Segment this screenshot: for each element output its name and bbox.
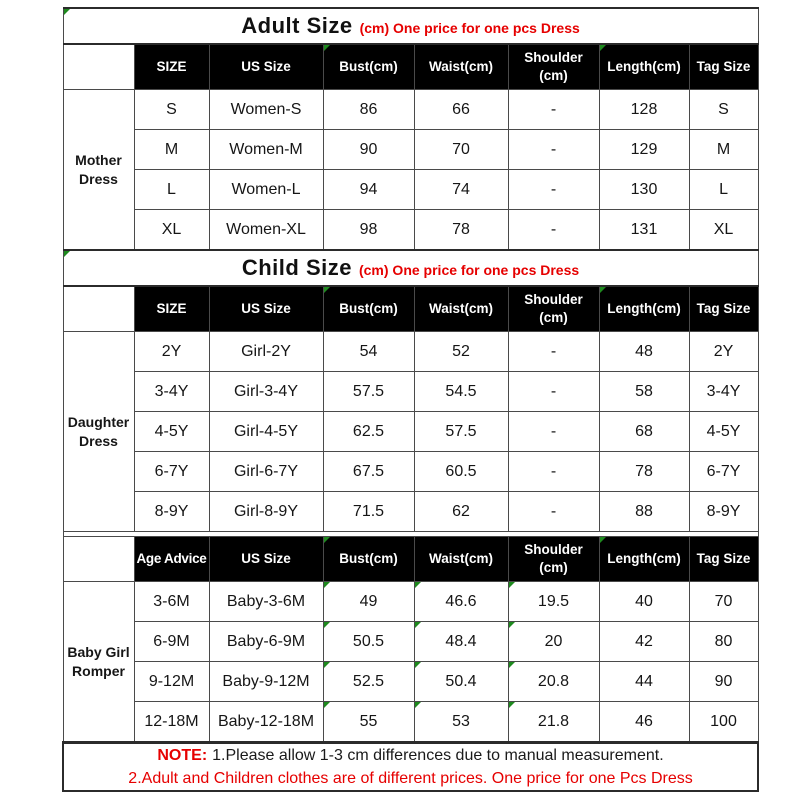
cell: 21.8 — [508, 702, 599, 743]
cell: Girl-3-4Y — [209, 372, 323, 412]
cell: 71.5 — [323, 492, 414, 532]
cell: - — [508, 210, 599, 251]
cell: - — [508, 372, 599, 412]
cell: - — [508, 90, 599, 130]
cell: Baby-3-6M — [209, 582, 323, 622]
cell: - — [508, 492, 599, 532]
cell: S — [689, 90, 758, 130]
cell: Baby-6-9M — [209, 622, 323, 662]
table-row — [63, 702, 758, 743]
cell: 3-4Y — [689, 372, 758, 412]
baby-header-row — [63, 537, 758, 582]
adult-col-header-size: SIZE — [134, 44, 209, 90]
adult-col-header-waist: Waist(cm) — [414, 44, 508, 90]
cell: 62 — [414, 492, 508, 532]
cell: 50.4 — [414, 662, 508, 702]
cell: 90 — [323, 130, 414, 170]
table-row — [63, 372, 758, 412]
adult-col-header-shoulder: Shoulder (cm) — [508, 44, 599, 90]
cell: 52.5 — [323, 662, 414, 702]
cell: 70 — [689, 582, 758, 622]
cell: 86 — [323, 90, 414, 130]
cell: 131 — [599, 210, 689, 251]
cell: 90 — [689, 662, 758, 702]
adult-header-row — [63, 44, 758, 90]
cell: 53 — [414, 702, 508, 743]
cell: 54 — [323, 332, 414, 372]
cell: Girl-8-9Y — [209, 492, 323, 532]
baby-col-header-age-advice: Age Advice — [134, 537, 209, 582]
note-line-1-text: 1.Please allow 1-3 cm differences due to manual measurement. — [212, 747, 664, 764]
cell: 2Y — [134, 332, 209, 372]
cell: M — [134, 130, 209, 170]
child-col-header-us-size: US Size — [209, 286, 323, 332]
size-chart-table — [62, 7, 759, 792]
cell: 62.5 — [323, 412, 414, 452]
adult-title-row — [63, 8, 758, 44]
cell: 3-6M — [134, 582, 209, 622]
cell: 50.5 — [323, 622, 414, 662]
baby-col-header-length: Length(cm) — [599, 537, 689, 582]
cell: 74 — [414, 170, 508, 210]
cell: 19.5 — [508, 582, 599, 622]
cell: - — [508, 332, 599, 372]
cell: 4-5Y — [689, 412, 758, 452]
table-row — [63, 170, 758, 210]
child-header-blank-cell — [63, 286, 134, 332]
cell: 6-7Y — [134, 452, 209, 492]
baby-col-header-us-size: US Size — [209, 537, 323, 582]
cell: 58 — [599, 372, 689, 412]
cell: M — [689, 130, 758, 170]
child-group-label: Daughter Dress — [63, 332, 134, 532]
cell: 44 — [599, 662, 689, 702]
cell: 98 — [323, 210, 414, 251]
cell: 129 — [599, 130, 689, 170]
cell: - — [508, 170, 599, 210]
baby-col-header-waist: Waist(cm) — [414, 537, 508, 582]
table-row — [63, 412, 758, 452]
cell: 6-9M — [134, 622, 209, 662]
table-row — [63, 582, 758, 622]
note-row — [63, 743, 758, 792]
cell: 42 — [599, 622, 689, 662]
cell: XL — [134, 210, 209, 251]
cell: Girl-4-5Y — [209, 412, 323, 452]
adult-header-blank-cell — [63, 44, 134, 90]
cell: 8-9Y — [689, 492, 758, 532]
cell: 66 — [414, 90, 508, 130]
cell: 55 — [323, 702, 414, 743]
table-row — [63, 492, 758, 532]
child-title-note: (cm) One price for one pcs Dress — [358, 262, 580, 278]
cell: 70 — [414, 130, 508, 170]
baby-col-header-bust: Bust(cm) — [323, 537, 414, 582]
table-row — [63, 210, 758, 251]
cell: 46 — [599, 702, 689, 743]
child-col-header-length: Length(cm) — [599, 286, 689, 332]
cell: 46.6 — [414, 582, 508, 622]
cell: Women-L — [209, 170, 323, 210]
cell: 54.5 — [414, 372, 508, 412]
child-title-row — [63, 250, 758, 286]
child-col-header-bust: Bust(cm) — [323, 286, 414, 332]
cell: Women-XL — [209, 210, 323, 251]
cell: Women-S — [209, 90, 323, 130]
cell: 6-7Y — [689, 452, 758, 492]
cell: Baby-12-18M — [209, 702, 323, 743]
cell: 94 — [323, 170, 414, 210]
table-row — [63, 662, 758, 702]
cell: L — [134, 170, 209, 210]
baby-header-blank-cell — [63, 537, 134, 582]
cell: XL — [689, 210, 758, 251]
cell: S — [134, 90, 209, 130]
baby-col-header-shoulder: Shoulder (cm) — [508, 537, 599, 582]
cell: 9-12M — [134, 662, 209, 702]
note-box — [63, 743, 758, 792]
baby-col-header-tag-size: Tag Size — [689, 537, 758, 582]
cell: 4-5Y — [134, 412, 209, 452]
cell: 57.5 — [414, 412, 508, 452]
child-col-header-tag-size: Tag Size — [689, 286, 758, 332]
cell: 3-4Y — [134, 372, 209, 412]
table-row — [63, 90, 758, 130]
child-header-row — [63, 286, 758, 332]
cell: 67.5 — [323, 452, 414, 492]
adult-col-header-length: Length(cm) — [599, 44, 689, 90]
cell: - — [508, 412, 599, 452]
child-section-title — [63, 250, 758, 286]
cell: 48 — [599, 332, 689, 372]
child-col-header-shoulder: Shoulder (cm) — [508, 286, 599, 332]
cell: Women-M — [209, 130, 323, 170]
cell: 80 — [689, 622, 758, 662]
adult-section-title — [63, 8, 758, 44]
cell: Baby-9-12M — [209, 662, 323, 702]
adult-col-header-us-size: US Size — [209, 44, 323, 90]
table-row — [63, 452, 758, 492]
cell: - — [508, 130, 599, 170]
note-line-1 — [64, 744, 757, 767]
cell: 128 — [599, 90, 689, 130]
adult-title-text: Adult Size — [241, 13, 353, 38]
cell: 48.4 — [414, 622, 508, 662]
adult-title-note: (cm) One price for one pcs Dress — [359, 20, 580, 36]
cell: 57.5 — [323, 372, 414, 412]
cell: 20.8 — [508, 662, 599, 702]
cell: Girl-2Y — [209, 332, 323, 372]
cell: 60.5 — [414, 452, 508, 492]
baby-group-label: Baby Girl Romper — [63, 582, 134, 743]
cell: 49 — [323, 582, 414, 622]
cell: 52 — [414, 332, 508, 372]
cell: L — [689, 170, 758, 210]
adult-col-header-bust: Bust(cm) — [323, 44, 414, 90]
table-row — [63, 622, 758, 662]
child-col-header-size: SIZE — [134, 286, 209, 332]
cell: 20 — [508, 622, 599, 662]
cell: 78 — [599, 452, 689, 492]
cell: 68 — [599, 412, 689, 452]
cell: 88 — [599, 492, 689, 532]
adult-col-header-tag-size: Tag Size — [689, 44, 758, 90]
cell: - — [508, 452, 599, 492]
cell: 12-18M — [134, 702, 209, 743]
cell: 78 — [414, 210, 508, 251]
cell: 100 — [689, 702, 758, 743]
cell: 8-9Y — [134, 492, 209, 532]
adult-group-label: Mother Dress — [63, 90, 134, 251]
child-col-header-waist: Waist(cm) — [414, 286, 508, 332]
note-line-2: 2.Adult and Children clothes are of different prices. One price for one Pcs Dress — [128, 770, 693, 788]
table-row — [63, 332, 758, 372]
cell: 130 — [599, 170, 689, 210]
table-row — [63, 130, 758, 170]
child-title-text: Child Size — [241, 255, 352, 280]
cell: 2Y — [689, 332, 758, 372]
cell: Girl-6-7Y — [209, 452, 323, 492]
note-label: NOTE: — [157, 747, 208, 764]
cell: 40 — [599, 582, 689, 622]
